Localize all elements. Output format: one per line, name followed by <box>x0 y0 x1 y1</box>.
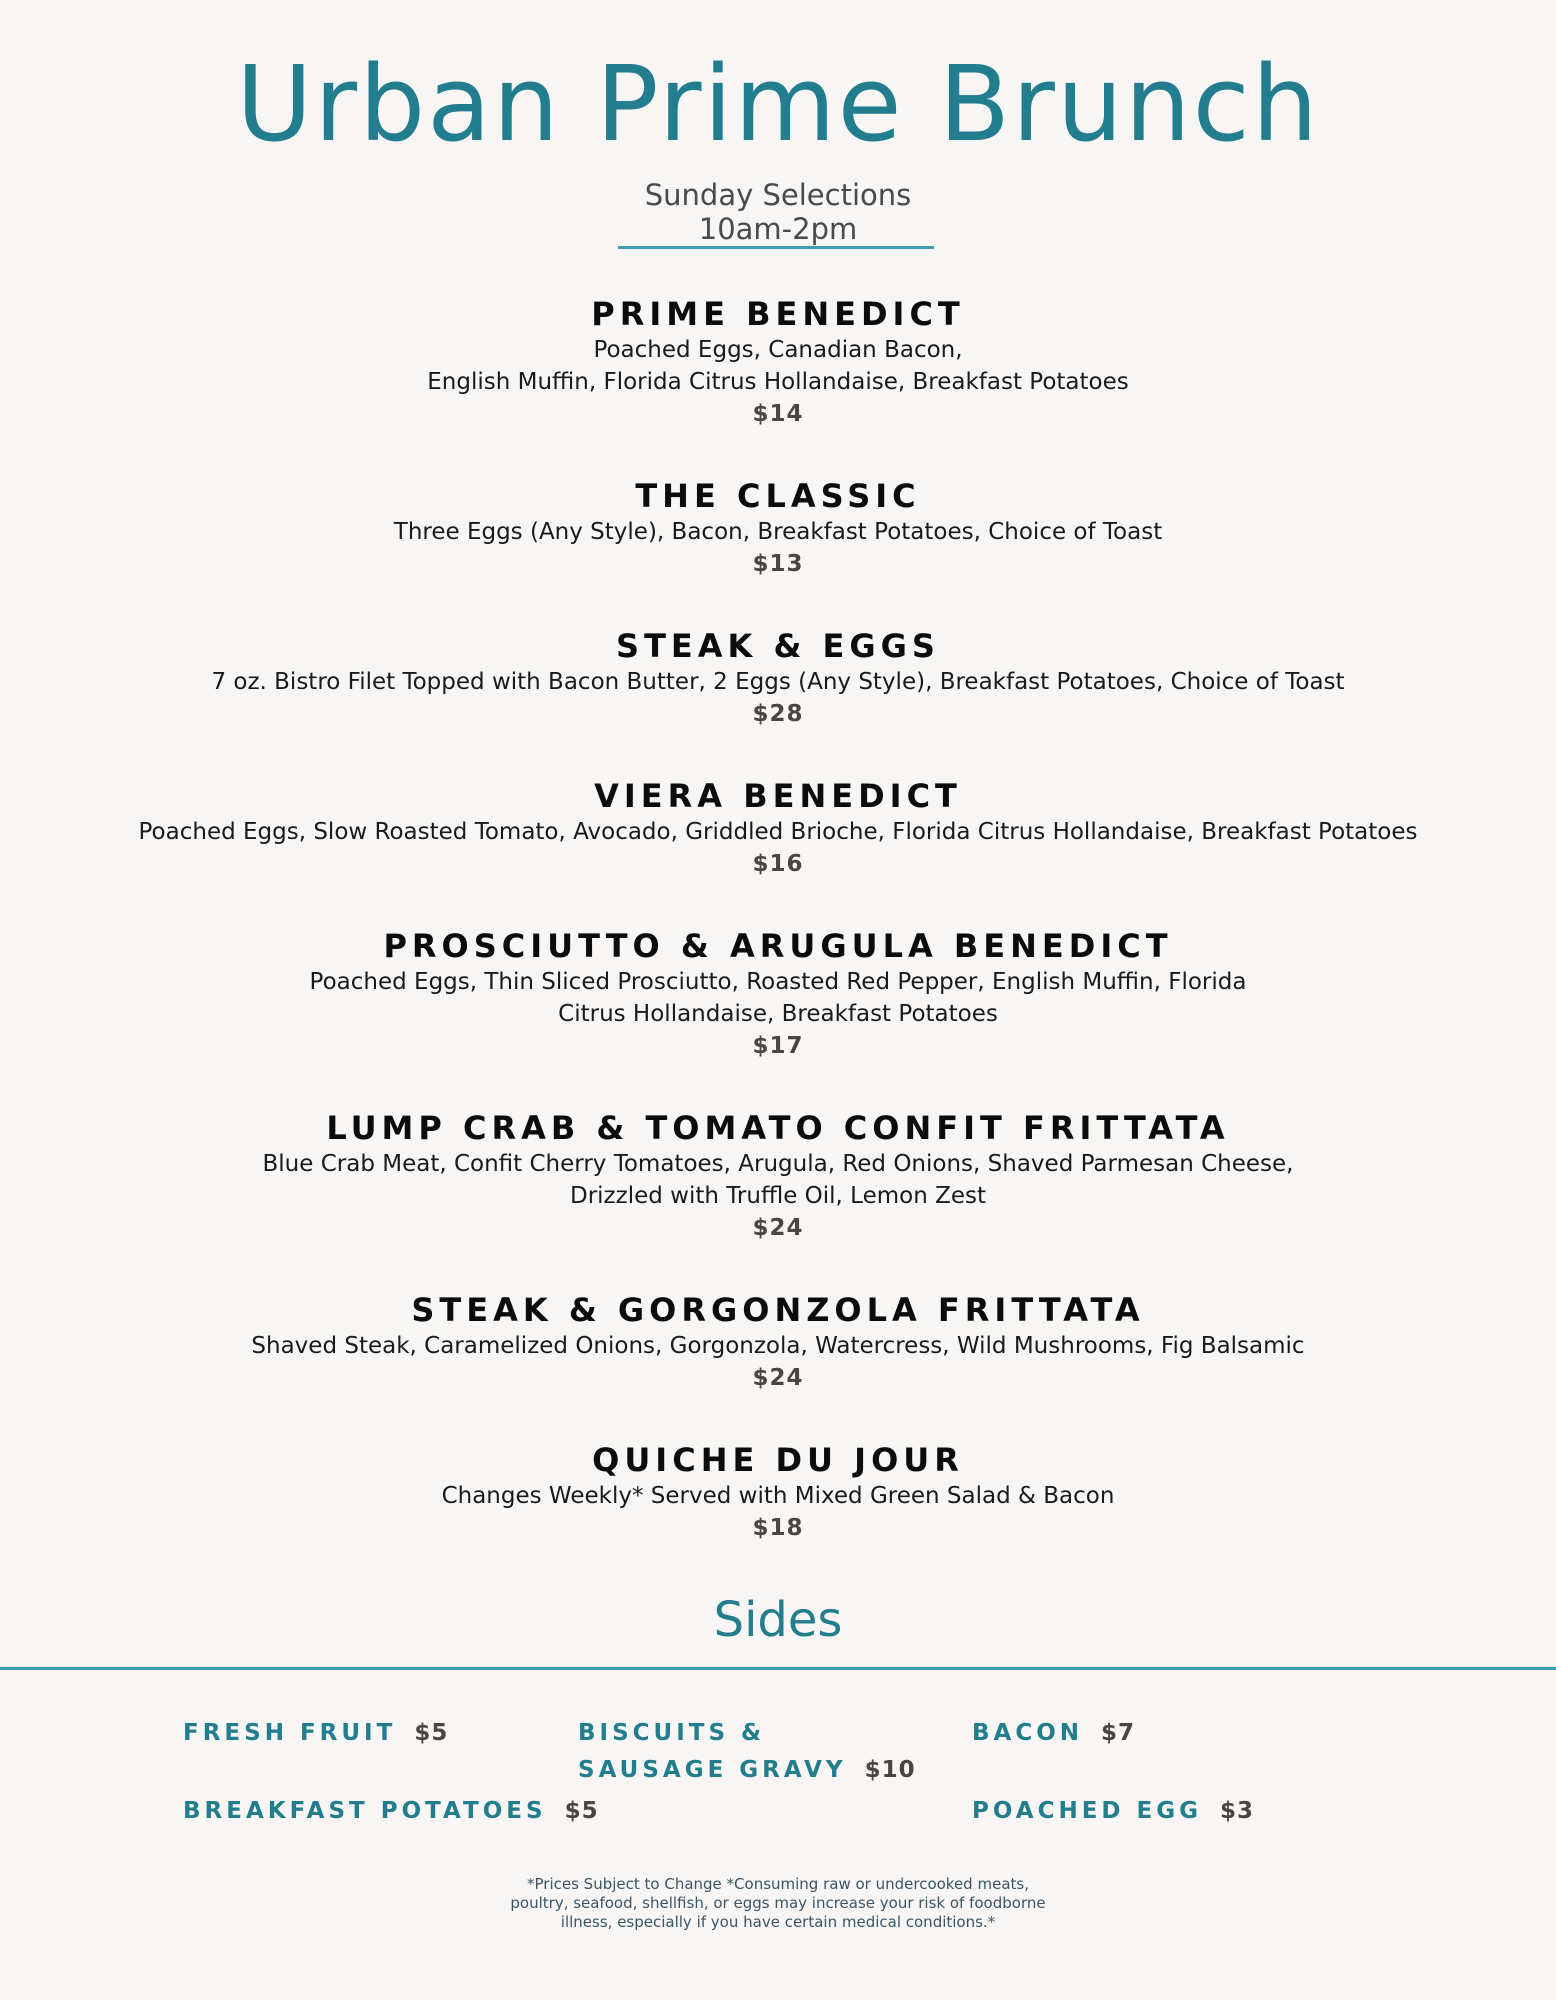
item-name: PRIME BENEDICT <box>591 295 965 333</box>
menu-items <box>0 294 1556 1590</box>
item-description <box>38 1148 1518 1212</box>
item-description <box>38 1480 1518 1512</box>
sides-heading: Sides <box>713 1592 843 1648</box>
side-name: BREAKFAST POTATOES <box>183 1798 547 1824</box>
disclaimer-line: illness, especially if you have certain medical conditions.* <box>560 1913 996 1931</box>
item-description-line: Blue Crab Meat, Confit Cherry Tomatoes, Arugula, Red Onions, Shaved Parmesan Cheese, <box>262 1151 1294 1177</box>
item-price: $16 <box>752 851 804 877</box>
item-description <box>38 666 1518 698</box>
item-price: $18 <box>752 1515 804 1541</box>
menu-item <box>0 476 1556 580</box>
item-name: VIERA BENEDICT <box>594 777 962 815</box>
item-description-line: Three Eggs (Any Style), Bacon, Breakfast Potatoes, Choice of Toast <box>393 519 1163 545</box>
item-name: LUMP CRAB & TOMATO CONFIT FRITTATA <box>326 1109 1230 1147</box>
menu-item <box>0 294 1556 430</box>
menu-subtitle <box>0 178 1556 246</box>
sides-divider <box>0 1667 1556 1670</box>
item-name: STEAK & GORGONZOLA FRITTATA <box>411 1291 1145 1329</box>
item-description-line: Drizzled with Truffle Oil, Lemon Zest <box>570 1183 986 1209</box>
item-description <box>38 1330 1518 1362</box>
item-description <box>38 966 1518 1030</box>
side-name: POACHED EGG <box>972 1798 1202 1824</box>
side-price: $7 <box>1101 1720 1136 1746</box>
item-description-line: Poached Eggs, Slow Roasted Tomato, Avocado, Griddled Brioche, Florida Citrus Hollandaise, Breakfast Potatoes <box>138 819 1418 845</box>
side-bacon <box>972 1715 1135 1752</box>
disclaimer <box>0 1875 1556 1932</box>
side-fresh-fruit <box>183 1715 448 1752</box>
item-description-line: Poached Eggs, Thin Sliced Prosciutto, Roasted Red Pepper, English Muffin, Florida <box>309 969 1247 995</box>
item-description-line: 7 oz. Bistro Filet Topped with Bacon Butter, 2 Eggs (Any Style), Breakfast Potatoes, Choice of Toast <box>211 669 1345 695</box>
side-price: $10 <box>864 1757 916 1783</box>
menu-item <box>0 1290 1556 1394</box>
side-name-line: SAUSAGE GRAVY <box>578 1757 847 1783</box>
menu-item <box>0 926 1556 1062</box>
disclaimer-line: poultry, seafood, shellfish, or eggs may increase your risk of foodborne <box>510 1894 1046 1912</box>
item-price: $24 <box>752 1215 804 1241</box>
side-biscuits-gravy <box>578 1715 916 1789</box>
side-price: $5 <box>564 1798 599 1824</box>
item-description-line: Shaved Steak, Caramelized Onions, Gorgonzola, Watercress, Wild Mushrooms, Fig Balsamic <box>251 1333 1305 1359</box>
subtitle-hours: 10am-2pm <box>698 212 858 246</box>
item-name: PROSCIUTTO & ARUGULA BENEDICT <box>383 927 1173 965</box>
menu-item <box>0 776 1556 880</box>
item-description-line: Changes Weekly* Served with Mixed Green Salad & Bacon <box>441 1483 1115 1509</box>
item-description-line: English Muffin, Florida Citrus Hollandaise, Breakfast Potatoes <box>427 369 1129 395</box>
item-description-line: Citrus Hollandaise, Breakfast Potatoes <box>558 1001 998 1027</box>
side-poached-egg <box>972 1793 1254 1830</box>
subtitle-divider <box>618 246 934 249</box>
disclaimer-line: *Prices Subject to Change *Consuming raw or undercooked meats, <box>527 1875 1029 1893</box>
item-description <box>38 334 1518 398</box>
item-description <box>38 516 1518 548</box>
side-price: $3 <box>1220 1798 1255 1824</box>
side-breakfast-potatoes <box>183 1793 599 1830</box>
side-name-line: BISCUITS & <box>578 1720 766 1746</box>
side-name: BACON <box>972 1720 1084 1746</box>
menu-title: Urban Prime Brunch <box>236 43 1320 165</box>
item-price: $24 <box>752 1365 804 1391</box>
subtitle-day: Sunday Selections <box>644 178 912 212</box>
item-price: $13 <box>752 551 804 577</box>
item-name: THE CLASSIC <box>635 477 921 515</box>
menu-item <box>0 1440 1556 1544</box>
item-description-line: Poached Eggs, Canadian Bacon, <box>593 337 963 363</box>
item-name: STEAK & EGGS <box>616 627 940 665</box>
item-description <box>38 816 1518 848</box>
item-price: $14 <box>752 401 804 427</box>
menu-item <box>0 1108 1556 1244</box>
item-name: QUICHE DU JOUR <box>592 1441 964 1479</box>
side-price: $5 <box>414 1720 449 1746</box>
item-price: $28 <box>752 701 804 727</box>
item-price: $17 <box>752 1033 804 1059</box>
menu-item <box>0 626 1556 730</box>
side-name: FRESH FRUIT <box>183 1720 397 1746</box>
side-name-line-with-price <box>578 1752 916 1789</box>
